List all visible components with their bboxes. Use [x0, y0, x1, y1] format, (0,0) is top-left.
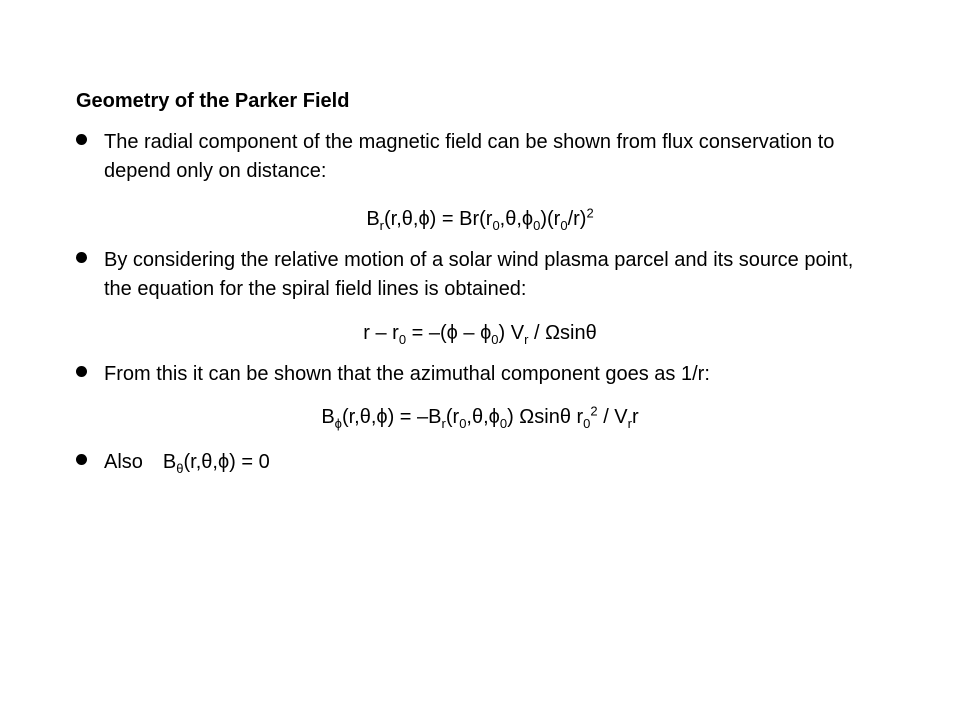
- bullet-item: [76, 448, 876, 477]
- bullet-dot-icon: [76, 252, 87, 263]
- equation-theta: $B_\theta(r,\theta,\phi) = 0$: [162, 451, 270, 476]
- equation-azimuthal: $B_\phi(r,\theta,\phi) = -B_r(r_0,\theta,\phi_0)$ Ωsinθ $r_0^2 / V_rr$: [321, 403, 639, 431]
- bullet-dot-icon: [76, 366, 87, 377]
- bullet-dot-icon: [76, 134, 87, 145]
- bullet-text: By considering the relative motion of a solar wind plasma parcel and its source point, the equation for the spiral field lines is obtained:: [104, 249, 854, 300]
- bullet-text: [104, 448, 876, 477]
- slide-title: Geometry of the Parker Field: [76, 90, 350, 112]
- bullet-text: From this it can be shown that the azimuthal component goes as 1/r:: [104, 363, 710, 385]
- bullet-item: [76, 246, 876, 304]
- bullet-prefix: Also: [104, 451, 143, 473]
- bullet-dot-icon: [76, 454, 87, 465]
- bullet-item: [76, 360, 876, 389]
- equation-spiral: $r - r_0 = -(\phi - \phi_0)$ $V_r$ / Ωsinθ: [363, 322, 597, 347]
- equation-radial: $B_r(r,\theta,\phi) = Br(r_0,\theta,\phi_0)(r_0/r)^2$: [366, 205, 594, 233]
- bullet-text: The radial component of the magnetic field can be shown from flux conservation to depend only on distance:: [104, 131, 835, 182]
- bullet-item: [76, 128, 876, 186]
